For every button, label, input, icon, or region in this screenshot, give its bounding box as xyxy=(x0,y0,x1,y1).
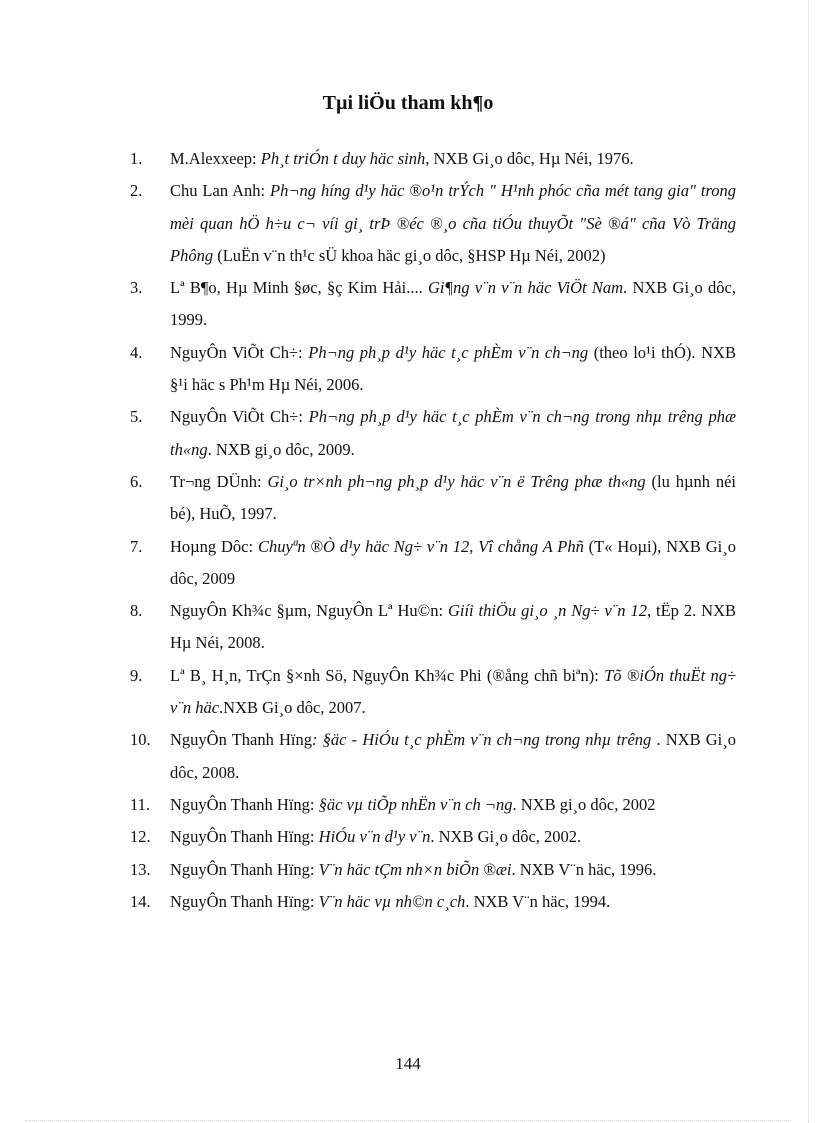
reference-number: 9. xyxy=(130,665,143,685)
reference-title: : §äc - HiÓu t¸c phÈm v¨n ch¬ng trong nhµ trêng xyxy=(312,730,657,750)
reference-item xyxy=(130,401,736,466)
reference-number: 3. xyxy=(130,278,143,298)
reference-item xyxy=(130,531,736,596)
reference-segment: . NXB Gi¸o dôc, 2008. xyxy=(170,730,736,782)
reference-number: 1. xyxy=(130,149,143,168)
reference-segment: . NXB V¨n häc, 1996. xyxy=(511,859,657,879)
reference-title: Tõ ®iÓn thuËt ng÷ v¨n häc xyxy=(170,665,737,718)
reference-title: Ph¬ng ph¸p d¹y häc t¸c phÈm v¨n ch¬ng trong nhµ trêng phæ th«ng xyxy=(170,407,736,459)
reference-number: 6. xyxy=(130,471,143,491)
reference-number: 4. xyxy=(130,342,143,362)
reference-text xyxy=(170,660,736,725)
page-number: 144 xyxy=(395,1054,421,1073)
reference-item xyxy=(130,854,736,886)
reference-segment: . NXB Gi¸o dôc, 2002. xyxy=(430,827,582,847)
footer-divider xyxy=(25,1120,791,1121)
reference-item xyxy=(130,821,736,853)
reference-list xyxy=(130,143,736,918)
reference-text xyxy=(170,595,736,660)
reference-title: Ph¬ng híng d¹y häc ®o¹n trÝch " H¹nh phóc cña mét tang gia" trong mèi quan hÖ h÷u c¬ víi gi¸ trÞ ®éc ®¸o cña tiÓu thuyÕt "Sè ®á" cña Vò Träng Phông xyxy=(170,181,737,265)
reference-number: 11. xyxy=(130,794,151,814)
reference-title: Chuyªn ®Ò d¹y häc Ng÷ v¨n 12, Vî chång A Phñ xyxy=(257,536,584,556)
reference-item xyxy=(130,143,736,175)
reference-segment: NguyÔn ViÕt Ch÷: xyxy=(170,407,309,427)
page-title: Tµi liÖu tham kh¶o xyxy=(322,92,494,114)
reference-text xyxy=(170,143,736,175)
reference-segment: , NXB Gi¸o dôc, Hµ Néi, 1976. xyxy=(425,149,634,168)
reference-item xyxy=(130,595,736,660)
reference-text xyxy=(170,175,736,272)
reference-segment: (theo lo¹i thÓ). NXB §¹i häc s Ph¹m Hµ Néi, 2006. xyxy=(170,342,736,395)
reference-segment: NguyÔn Thanh Hïng: xyxy=(170,859,319,879)
reference-title: V¨n häc vµ nh©n c¸ch xyxy=(318,891,466,911)
reference-item xyxy=(130,789,736,821)
reference-segment: Hoµng Dôc: xyxy=(170,536,258,556)
reference-segment: Lª B¶o, Hµ Minh §øc, §ç Kim Hải.... xyxy=(170,278,428,298)
reference-segment: . NXB gi¸o dôc, 2002 xyxy=(512,794,656,814)
reference-segment: . NXB gi¸o dôc, 2009. xyxy=(207,439,355,459)
reference-text xyxy=(170,401,736,466)
right-margin-guide xyxy=(808,0,809,1123)
reference-segment: . NXB V¨n häc, 1994. xyxy=(465,891,611,911)
reference-segment: NguyÔn Kh¾c §µm, NguyÔn Lª Hu©n: xyxy=(170,601,448,621)
reference-segment: . NXB Gi¸o dôc, 1999. xyxy=(170,278,737,330)
reference-item xyxy=(130,886,736,918)
reference-segment: (LuËn v¨n th¹c sÜ khoa häc gi¸o dôc, §HSP Hµ Néi, 2002) xyxy=(213,245,606,265)
reference-item xyxy=(130,175,736,272)
reference-item xyxy=(130,660,736,725)
reference-title: Gi¸o tr×nh ph¬ng ph¸p d¹y häc v¨n ë Trêng phæ th«ng xyxy=(267,471,646,491)
reference-title: Giíi thiÖu gi¸o ¸n Ng÷ v¨n 12 xyxy=(447,601,647,621)
reference-segment: .NXB Gi¸o dôc, 2007. xyxy=(219,698,366,718)
reference-text xyxy=(170,466,736,531)
reference-title: Gi¶ng v¨n v¨n häc ViÖt Nam xyxy=(428,278,624,298)
reference-number: 2. xyxy=(130,181,143,201)
reference-title: V¨n häc tÇm nh×n biÕn ®æi xyxy=(318,859,512,879)
reference-item xyxy=(130,272,736,337)
reference-text xyxy=(170,337,736,402)
reference-title: §äc vµ tiÕp nhËn v¨n ch ¬ng xyxy=(318,794,513,814)
reference-number: 10. xyxy=(130,730,151,750)
reference-segment: NguyÔn Thanh Hïng: xyxy=(170,794,319,814)
reference-text xyxy=(170,854,736,886)
reference-segment: NguyÔn Thanh Hïng xyxy=(170,730,313,750)
reference-segment: NguyÔn Thanh Hïng: xyxy=(170,891,319,911)
reference-segment: , tËp 2. NXB Hµ Néi, 2008. xyxy=(170,601,736,653)
reference-text xyxy=(170,724,736,789)
reference-title: Ph¸t triÓn t duy häc sinh xyxy=(260,149,426,168)
reference-segment: Chu Lan Anh: xyxy=(170,181,271,201)
reference-number: 8. xyxy=(130,601,143,621)
reference-segment: Lª B¸ H¸n, TrÇn §×nh Sö, NguyÔn Kh¾c Phi (®ång chñ biªn): xyxy=(170,665,605,685)
reference-segment: NguyÔn ViÕt Ch÷: xyxy=(170,342,309,362)
reference-number: 14. xyxy=(130,891,151,911)
reference-text xyxy=(170,821,736,853)
reference-segment: Tr¬ng DÜnh: xyxy=(170,471,268,491)
reference-item xyxy=(130,337,736,402)
reference-number: 12. xyxy=(130,827,151,847)
reference-title: Ph¬ng ph¸p d¹y häc t¸c phÈm v¨n ch¬ng xyxy=(308,342,589,362)
reference-item xyxy=(130,724,736,789)
reference-text xyxy=(170,531,736,596)
reference-segment: (lu hµnh néi bé), HuÕ, 1997. xyxy=(170,471,736,524)
reference-text xyxy=(170,789,736,821)
reference-number: 5. xyxy=(130,407,143,427)
reference-segment: M.Alexxeep: xyxy=(170,149,261,168)
reference-segment: (T« Hoµi), NXB Gi¸o dôc, 2009 xyxy=(170,536,736,588)
reference-text xyxy=(170,272,736,337)
reference-number: 7. xyxy=(130,536,143,556)
reference-segment: NguyÔn Thanh Hïng: xyxy=(170,827,319,847)
reference-item xyxy=(130,466,736,531)
reference-title: HiÓu v¨n d¹y v¨n xyxy=(318,827,431,847)
reference-text xyxy=(170,886,736,918)
reference-number: 13. xyxy=(130,859,151,879)
